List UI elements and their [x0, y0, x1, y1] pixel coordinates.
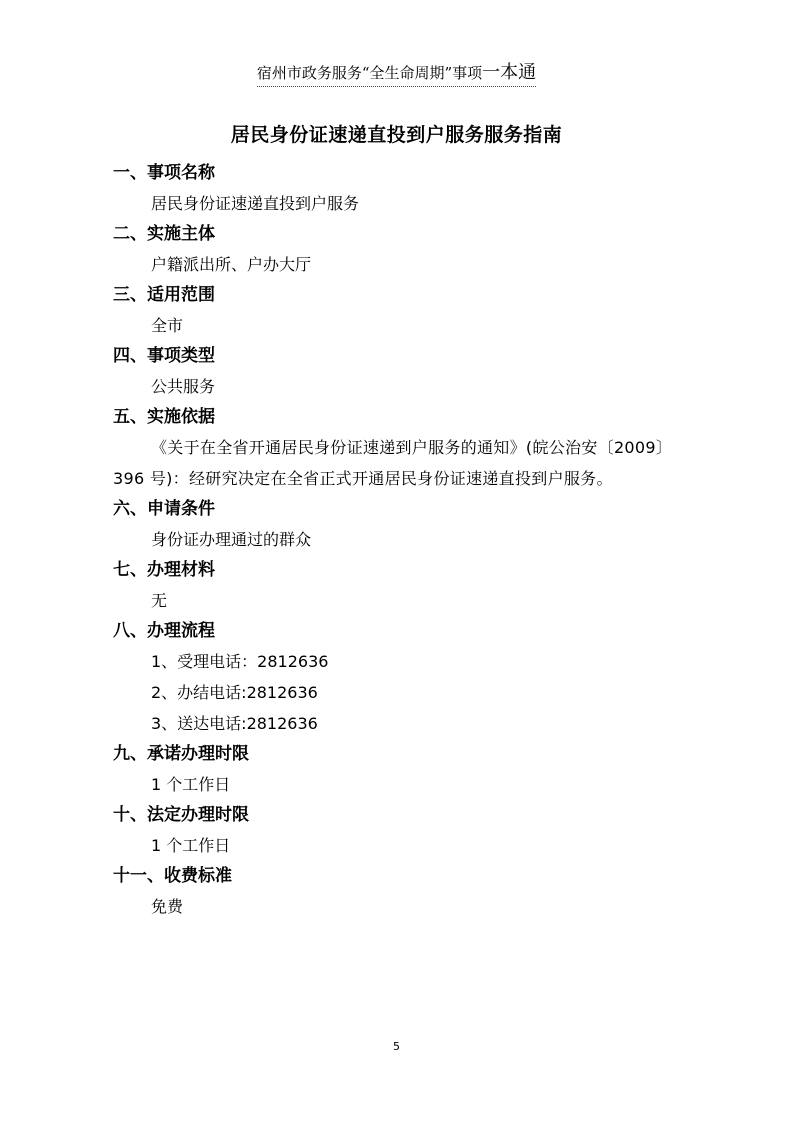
header-text: [257, 62, 536, 87]
section-text: 1 个工作日: [151, 775, 231, 794]
page-number: 5: [393, 1040, 400, 1053]
section-process: [113, 616, 693, 739]
section-scope: [113, 280, 693, 341]
section-heading: 三、适用范围: [113, 285, 215, 305]
section-heading: 十、法定办理时限: [113, 805, 249, 825]
section-heading: 十一、收费标准: [113, 866, 232, 886]
section-fees: [113, 861, 693, 922]
process-step: 1、受理电话：2812636: [151, 652, 329, 671]
process-step: 3、送达电话:2812636: [151, 714, 318, 733]
section-legal-time-limit: [113, 800, 693, 861]
section-conditions: [113, 494, 693, 555]
document-title: 居民身份证速递直投到户服务服务指南: [230, 124, 563, 146]
section-item-type: [113, 341, 693, 402]
section-text: 身份证办理通过的群众: [151, 530, 312, 549]
header-main: 宿州市政务服务“全生命周期”事项: [256, 64, 483, 82]
section-text: 公共服务: [151, 377, 216, 396]
page-header: [0, 62, 793, 87]
section-heading: 一、事项名称: [113, 163, 215, 183]
section-text: 1 个工作日: [151, 836, 231, 855]
section-materials: [113, 555, 693, 616]
section-legal-basis: [113, 402, 693, 494]
section-heading: 九、承诺办理时限: [113, 744, 249, 764]
section-heading: 二、实施主体: [113, 224, 215, 244]
section-text: 居民身份证速递直投到户服务: [151, 194, 360, 213]
section-heading: 六、申请条件: [113, 499, 215, 519]
section-item-name: [113, 158, 693, 219]
section-text: 全市: [151, 316, 184, 335]
section-promised-time-limit: [113, 739, 693, 800]
guide-content: [113, 158, 693, 922]
section-heading: 七、办理材料: [113, 560, 215, 580]
section-heading: 四、事项类型: [113, 346, 215, 366]
section-text: 免费: [151, 897, 184, 916]
header-tail: 一本通: [482, 62, 537, 83]
section-heading: 八、办理流程: [113, 621, 215, 641]
section-text: 户籍派出所、户办大厅: [151, 255, 312, 274]
section-implementing-body: [113, 219, 693, 280]
process-step: 2、办结电话:2812636: [151, 683, 318, 702]
section-paragraph: 《关于在全省开通居民身份证速递到户服务的通知》(皖公治安〔2009〕396 号)：经研究决定在全省正式开通居民身份证速递直投到户服务。: [113, 438, 673, 488]
section-heading: 五、实施依据: [113, 407, 215, 427]
section-text: 无: [151, 591, 168, 610]
